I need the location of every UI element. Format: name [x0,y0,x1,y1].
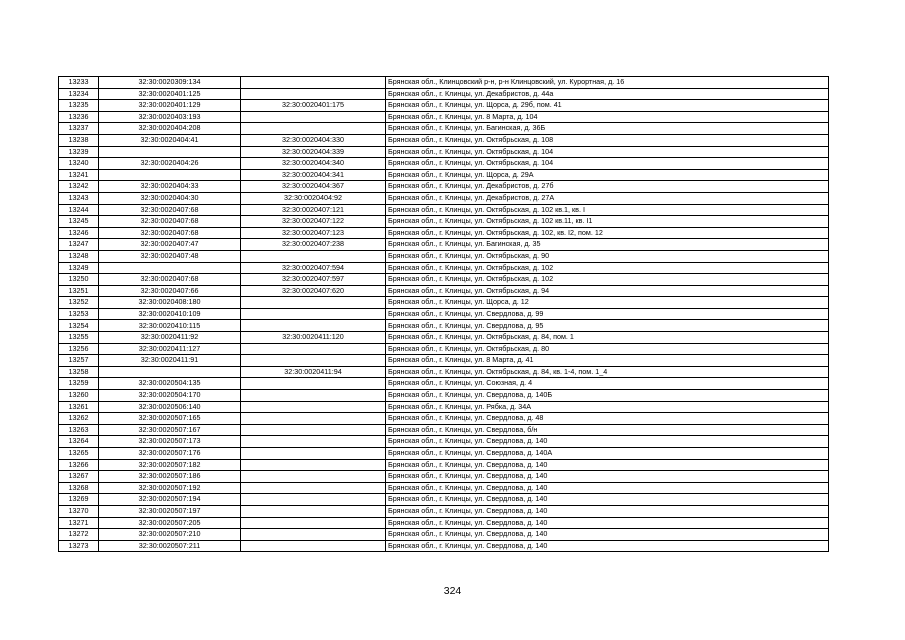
object-cadastral-number-cell: 32:30:0020407:620 [241,285,386,297]
cadastral-number-cell: 32:30:0020404:26 [99,158,241,170]
address-cell: Брянская обл., г. Клинцы, ул. Свердлова, б/н [386,424,829,436]
row-number-cell: 13245 [59,216,99,228]
row-number-cell: 13253 [59,308,99,320]
address-cell: Брянская обл., г. Клинцы, ул. Свердлова, д. 140 [386,459,829,471]
row-number-cell: 13270 [59,505,99,517]
row-number-cell: 13252 [59,297,99,309]
address-cell: Брянская обл., г. Клинцы, ул. Свердлова, д. 95 [386,320,829,332]
table-row [59,134,829,146]
row-number-cell: 13233 [59,77,99,89]
row-number-cell: 13251 [59,285,99,297]
row-number-cell: 13271 [59,517,99,529]
cadastral-number-cell: 32:30:0020507:176 [99,448,241,460]
object-cadastral-number-cell [241,505,386,517]
table-row [59,216,829,228]
row-number-cell: 13269 [59,494,99,506]
row-number-cell: 13263 [59,424,99,436]
address-cell: Брянская обл., г. Клинцы, ул. Щорса, д. 12 [386,297,829,309]
address-cell: Брянская обл., г. Клинцы, ул. Октябрьская, д. 90 [386,250,829,262]
object-cadastral-number-cell [241,401,386,413]
object-cadastral-number-cell [241,448,386,460]
cadastral-number-cell: 32:30:0020407:68 [99,227,241,239]
object-cadastral-number-cell [241,540,386,552]
object-cadastral-number-cell [241,320,386,332]
cadastral-number-cell: 32:30:0020407:47 [99,239,241,251]
table-row [59,227,829,239]
object-cadastral-number-cell [241,123,386,135]
cadastral-number-cell: 32:30:0020507:167 [99,424,241,436]
table-row [59,169,829,181]
page-number: 324 [443,585,462,597]
object-cadastral-number-cell [241,390,386,402]
cadastral-number-cell: 32:30:0020404:30 [99,192,241,204]
address-cell: Брянская обл., г. Клинцы, ул. Свердлова, д. 140 [386,436,829,448]
row-number-cell: 13234 [59,88,99,100]
object-cadastral-number-cell [241,297,386,309]
object-cadastral-number-cell: 32:30:0020404:330 [241,134,386,146]
table-row [59,401,829,413]
table-row [59,308,829,320]
row-number-cell: 13247 [59,239,99,251]
table-row [59,448,829,460]
address-cell: Брянская обл., г. Клинцы, ул. Октябрьская, д. 84, пом. 1 [386,332,829,344]
row-number-cell: 13250 [59,274,99,286]
object-cadastral-number-cell [241,459,386,471]
object-cadastral-number-cell: 32:30:0020404:340 [241,158,386,170]
address-cell: Брянская обл., г. Клинцы, ул. Свердлова, д. 99 [386,308,829,320]
address-cell: Брянская обл., г. Клинцы, ул. Свердлова, д. 140 [386,471,829,483]
row-number-cell: 13273 [59,540,99,552]
table-row [59,471,829,483]
cadastral-number-cell: 32:30:0020507:211 [99,540,241,552]
row-number-cell: 13272 [59,529,99,541]
address-cell: Брянская обл., г. Клинцы, ул. Свердлова, д. 140А [386,448,829,460]
object-cadastral-number-cell [241,343,386,355]
row-number-cell: 13255 [59,332,99,344]
cadastral-number-cell: 32:30:0020404:41 [99,134,241,146]
address-cell: Брянская обл., г. Клинцы, ул. Октябрьская, д. 102 [386,274,829,286]
object-cadastral-number-cell [241,424,386,436]
cadastral-number-cell: 32:30:0020410:109 [99,308,241,320]
cadastral-number-cell: 32:30:0020410:115 [99,320,241,332]
row-number-cell: 13240 [59,158,99,170]
address-cell: Брянская обл., г. Клинцы, ул. Октябрьская, д. 102, кв. I2, пом. 12 [386,227,829,239]
object-cadastral-number-cell: 32:30:0020407:594 [241,262,386,274]
cadastral-number-cell: 32:30:0020411:92 [99,332,241,344]
cadastral-number-cell: 32:30:0020401:125 [99,88,241,100]
table-row [59,413,829,425]
row-number-cell: 13259 [59,378,99,390]
object-cadastral-number-cell [241,529,386,541]
table-row [59,390,829,402]
table-row [59,517,829,529]
object-cadastral-number-cell: 32:30:0020407:121 [241,204,386,216]
address-cell: Брянская обл., г. Клинцы, ул. Союзная, д. 4 [386,378,829,390]
cadastral-number-cell: 32:30:0020407:48 [99,250,241,262]
address-cell: Брянская обл., г. Клинцы, ул. Октябрьская, д. 84, кв. 1-4, пом. 1_4 [386,366,829,378]
cadastral-number-cell: 32:30:0020506:140 [99,401,241,413]
object-cadastral-number-cell: 32:30:0020407:597 [241,274,386,286]
table-row [59,146,829,158]
address-cell: Брянская обл., г. Клинцы, ул. Свердлова, д. 48 [386,413,829,425]
address-cell: Брянская обл., г. Клинцы, ул. Октябрьская, д. 102 кв.1, кв. I [386,204,829,216]
address-cell: Брянская обл., г. Клинцы, ул. Свердлова, д. 140Б [386,390,829,402]
row-number-cell: 13238 [59,134,99,146]
object-cadastral-number-cell [241,355,386,367]
row-number-cell: 13239 [59,146,99,158]
cadastral-number-cell: 32:30:0020407:68 [99,216,241,228]
row-number-cell: 13256 [59,343,99,355]
object-cadastral-number-cell [241,436,386,448]
address-cell: Брянская обл., г. Клинцы, ул. Декабристов, д. 44а [386,88,829,100]
address-cell: Брянская обл., Клинцовский р-н, р-н Клинцовский, ул. Курортная, д. 16 [386,77,829,89]
cadastral-number-cell: 32:30:0020407:66 [99,285,241,297]
object-cadastral-number-cell [241,111,386,123]
cadastral-number-cell: 32:30:0020507:194 [99,494,241,506]
cadastral-number-cell: 32:30:0020507:173 [99,436,241,448]
address-cell: Брянская обл., г. Клинцы, ул. Октябрьская, д. 80 [386,343,829,355]
row-number-cell: 13268 [59,482,99,494]
cadastral-number-cell: 32:30:0020411:127 [99,343,241,355]
cadastral-number-cell: 32:30:0020507:186 [99,471,241,483]
registry-table [58,76,829,552]
cadastral-number-cell: 32:30:0020407:68 [99,204,241,216]
table-row [59,239,829,251]
address-cell: Брянская обл., г. Клинцы, ул. Свердлова, д. 140 [386,482,829,494]
row-number-cell: 13258 [59,366,99,378]
address-cell: Брянская обл., г. Клинцы, ул. Багинская, д. 36Б [386,123,829,135]
object-cadastral-number-cell: 32:30:0020404:367 [241,181,386,193]
address-cell: Брянская обл., г. Клинцы, ул. Свердлова, д. 140 [386,529,829,541]
row-number-cell: 13257 [59,355,99,367]
object-cadastral-number-cell: 32:30:0020404:339 [241,146,386,158]
address-cell: Брянская обл., г. Клинцы, ул. Свердлова, д. 140 [386,494,829,506]
address-cell: Брянская обл., г. Клинцы, ул. Декабристов, д. 27А [386,192,829,204]
cadastral-number-cell [99,262,241,274]
cadastral-number-cell: 32:30:0020411:91 [99,355,241,367]
table-row [59,320,829,332]
cadastral-number-cell: 32:30:0020309:134 [99,77,241,89]
row-number-cell: 13248 [59,250,99,262]
object-cadastral-number-cell: 32:30:0020401:175 [241,100,386,112]
object-cadastral-number-cell [241,77,386,89]
object-cadastral-number-cell [241,308,386,320]
table-row [59,123,829,135]
table-row [59,204,829,216]
cadastral-number-cell: 32:30:0020507:210 [99,529,241,541]
row-number-cell: 13267 [59,471,99,483]
row-number-cell: 13265 [59,448,99,460]
cadastral-number-cell: 32:30:0020507:192 [99,482,241,494]
table-row [59,424,829,436]
table-row [59,343,829,355]
cadastral-number-cell: 32:30:0020404:208 [99,123,241,135]
object-cadastral-number-cell: 32:30:0020407:238 [241,239,386,251]
cadastral-number-cell: 32:30:0020507:197 [99,505,241,517]
address-cell: Брянская обл., г. Клинцы, ул. Октябрьская, д. 104 [386,158,829,170]
table-row [59,250,829,262]
cadastral-number-cell: 32:30:0020408:180 [99,297,241,309]
table-row [59,459,829,471]
table-row [59,192,829,204]
row-number-cell: 13249 [59,262,99,274]
table-row [59,529,829,541]
cadastral-number-cell: 32:30:0020404:33 [99,181,241,193]
address-cell: Брянская обл., г. Клинцы, ул. Октябрьская, д. 102 кв.11, кв. I1 [386,216,829,228]
cadastral-number-cell [99,366,241,378]
table-row [59,494,829,506]
object-cadastral-number-cell: 32:30:0020411:120 [241,332,386,344]
cadastral-number-cell: 32:30:0020401:129 [99,100,241,112]
address-cell: Брянская обл., г. Клинцы, ул. Октябрьская, д. 108 [386,134,829,146]
cadastral-number-cell [99,146,241,158]
table-row [59,366,829,378]
table-row [59,378,829,390]
object-cadastral-number-cell [241,88,386,100]
address-cell: Брянская обл., г. Клинцы, ул. Свердлова, д. 140 [386,540,829,552]
table-row [59,274,829,286]
table-row [59,297,829,309]
table-row [59,158,829,170]
object-cadastral-number-cell [241,517,386,529]
row-number-cell: 13262 [59,413,99,425]
object-cadastral-number-cell [241,482,386,494]
object-cadastral-number-cell: 32:30:0020404:341 [241,169,386,181]
object-cadastral-number-cell: 32:30:0020411:94 [241,366,386,378]
cadastral-number-cell: 32:30:0020403:193 [99,111,241,123]
row-number-cell: 13261 [59,401,99,413]
row-number-cell: 13244 [59,204,99,216]
row-number-cell: 13243 [59,192,99,204]
table-row [59,100,829,112]
cadastral-number-cell: 32:30:0020407:68 [99,274,241,286]
table-row [59,181,829,193]
row-number-cell: 13266 [59,459,99,471]
object-cadastral-number-cell [241,471,386,483]
table-row [59,111,829,123]
address-cell: Брянская обл., г. Клинцы, ул. Щорса, д. 29А [386,169,829,181]
address-cell: Брянская обл., г. Клинцы, ул. Октябрьская, д. 104 [386,146,829,158]
row-number-cell: 13237 [59,123,99,135]
row-number-cell: 13260 [59,390,99,402]
cadastral-number-cell: 32:30:0020504:135 [99,378,241,390]
cadastral-number-cell [99,169,241,181]
row-number-cell: 13246 [59,227,99,239]
object-cadastral-number-cell [241,378,386,390]
row-number-cell: 13254 [59,320,99,332]
cadastral-number-cell: 32:30:0020507:165 [99,413,241,425]
object-cadastral-number-cell: 32:30:0020404:92 [241,192,386,204]
cadastral-number-cell: 32:30:0020507:182 [99,459,241,471]
cadastral-number-cell: 32:30:0020504:170 [99,390,241,402]
row-number-cell: 13235 [59,100,99,112]
row-number-cell: 13264 [59,436,99,448]
object-cadastral-number-cell [241,494,386,506]
address-cell: Брянская обл., г. Клинцы, ул. Октябрьская, д. 94 [386,285,829,297]
address-cell: Брянская обл., г. Клинцы, ул. 8 Марта, д. 41 [386,355,829,367]
table-row [59,505,829,517]
table-row [59,482,829,494]
table-row [59,88,829,100]
object-cadastral-number-cell [241,250,386,262]
table-row [59,285,829,297]
table-row [59,540,829,552]
address-cell: Брянская обл., г. Клинцы, ул. Рябка, д. 34А [386,401,829,413]
address-cell: Брянская обл., г. Клинцы, ул. Багинская, д. 35 [386,239,829,251]
address-cell: Брянская обл., г. Клинцы, ул. Свердлова, д. 140 [386,505,829,517]
row-number-cell: 13242 [59,181,99,193]
table-row [59,332,829,344]
object-cadastral-number-cell: 32:30:0020407:123 [241,227,386,239]
cadastral-number-cell: 32:30:0020507:205 [99,517,241,529]
object-cadastral-number-cell [241,413,386,425]
table-row [59,436,829,448]
row-number-cell: 13241 [59,169,99,181]
address-cell: Брянская обл., г. Клинцы, ул. Декабристов, д. 27б [386,181,829,193]
address-cell: Брянская обл., г. Клинцы, ул. 8 Марта, д. 104 [386,111,829,123]
address-cell: Брянская обл., г. Клинцы, ул. Октябрьская, д. 102 [386,262,829,274]
table-row [59,77,829,89]
row-number-cell: 13236 [59,111,99,123]
address-cell: Брянская обл., г. Клинцы, ул. Щорса, д. 29б, пом. 41 [386,100,829,112]
address-cell: Брянская обл., г. Клинцы, ул. Свердлова, д. 140 [386,517,829,529]
object-cadastral-number-cell: 32:30:0020407:122 [241,216,386,228]
table-row [59,355,829,367]
registry-table-body [59,77,829,552]
table-row [59,262,829,274]
